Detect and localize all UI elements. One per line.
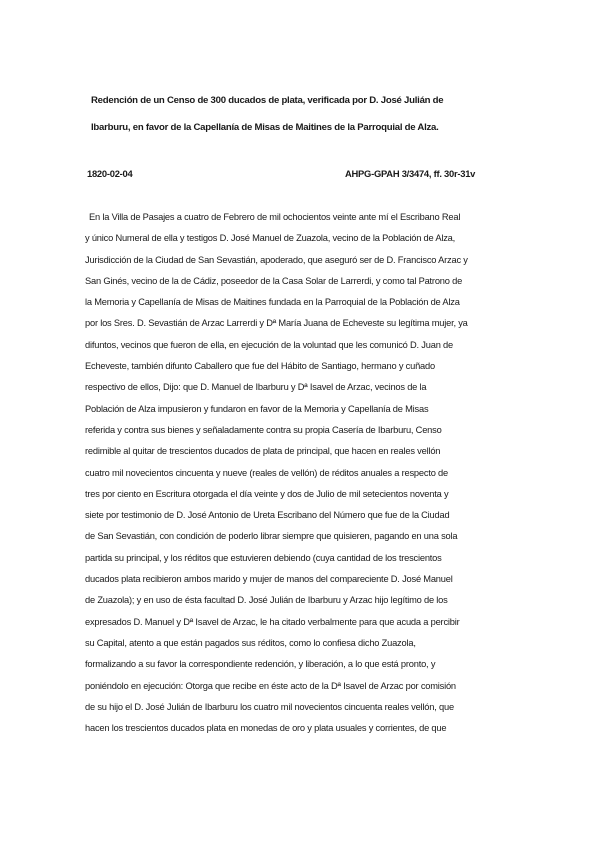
body-text-line: poniéndolo en ejecución: Otorga que recibe en éste acto de la Dª Isavel de Arzac por comisión [85,680,456,691]
body-text-line: formalizando a su favor la correspondiente redención, y liberación, a lo que está pronto, y [85,659,436,670]
body-text-line: de su hijo el D. José Julián de Ibarburu los cuatro mil novecientos cincuenta reales vellón, que [85,701,454,712]
document-body [85,211,525,743]
body-text-line: San Ginés, vecino de la de Cádiz, poseedor de la Casa Solar de Larrerdi, y como tal Patrono de [85,275,463,286]
body-text-line: de Zuazola); y en uso de ésta facultad D. José Julián de Ibarburu y Arzac hijo legítimo de los [85,595,448,606]
body-text-line: por los Sres. D. Sevastián de Arzac Larrerdi y Dª María Juana de Echeveste su legítima mujer, ya [85,318,468,329]
body-text-line: partida su principal, y los réditos que estuvieren debiendo (cuya cantidad de los trescientos [85,552,442,563]
body-text-line: difuntos, vecinos que fueron de ella, en ejecución de la voluntad que les comunicó D. Juan de [85,339,453,350]
body-text-line: referida y contra sus bienes y señaladamente contra su propia Casería de Ibarburu, Censo [85,424,442,435]
body-text-line: Población de Alza impusieron y fundaron en favor de la Memoria y Capellanía de Misas [85,403,429,414]
body-text-line: de San Sevastián, con condición de poderlo librar siempre que quisieren, pagando en una sola [85,531,458,542]
body-text-line: hacen los trescientos ducados plata en monedas de oro y plata usuales y corrientes, de que [85,723,447,734]
document-date: 1820-02-04 [87,168,133,179]
body-text-line: tres por ciento en Escritura otorgada el día veinte y dos de Julio de mil setecientos noventa y [85,488,449,499]
body-text-line: cuatro mil novecientos cincuenta y nueve (reales de vellón) de réditos anuales a respecto de [85,467,448,478]
body-text-line: Echeveste, también difunto Caballero que fue del Hábito de Santiago, hermano y cuñado [85,361,435,372]
body-text-line: redimible al quitar de trescientos ducados de plata de principal, que hacen en reales vellón [85,446,441,457]
body-text-line: Jurisdicción de la Ciudad de San Sevastián, apoderado, que aseguró ser de D. Francisco Arzac y [85,254,468,265]
body-text-line: En la Villa de Pasajes a cuatro de Febrero de mil ochocientos veinte ante mí el Escribano Real [89,212,461,222]
document-title-line-1: Redención de un Censo de 300 ducados de plata, verificada por D. José Julián de [91,95,444,106]
body-text-line: su Capital, atento a que están pagados sus réditos, como lo confiesa dicho Zuazola, [85,637,416,648]
body-text-line: ducados plata recibieron ambos marido y mujer de manos del compareciente D. José Manuel [85,574,453,585]
body-text-line: la Memoria y Capellanía de Misas de Maitines fundada en la Parroquial de la Población de Alza [85,297,460,308]
body-text-line: siete por testimonio de D. José Antonio de Ureta Escribano del Número que fue de la Ciudad [85,510,450,521]
archive-reference: AHPG-GPAH 3/3474, ff. 30r-31v [345,168,476,179]
body-text-line: respectivo de ellos, Dijo: que D. Manuel de Ibarburu y Dª Isavel de Arzac, vecinos de la [85,382,427,393]
body-text-line: expresados D. Manuel y Dª Isavel de Arzac, le ha citado verbalmente para que acuda a percibir [85,616,460,627]
document-title-line-2: Ibarburu, en favor de la Capellanía de Misas de Maitines de la Parroquial de Alza. [91,122,439,133]
body-text-line: y único Numeral de ella y testigos D. José Manuel de Zuazola, vecino de la Población de Alza, [85,233,456,244]
